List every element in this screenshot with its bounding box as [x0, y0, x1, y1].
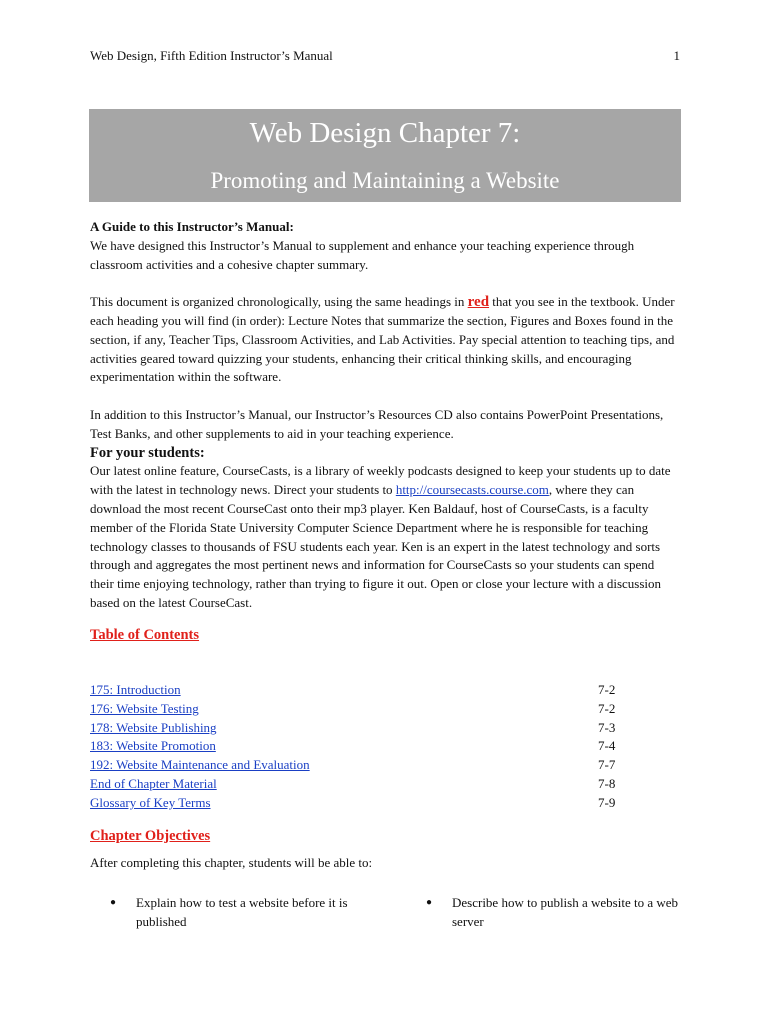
running-title: Web Design, Fifth Edition Instructor’s Manual [90, 48, 333, 63]
students-text-start: Our latest online feature, CourseCasts, is a library of weekly podcasts designed to keep your students up to date with the latest in technology news. Direct your students to [90, 463, 671, 498]
toc-page: 7-2 [598, 700, 616, 716]
red-keyword: red [467, 294, 490, 311]
guide-paragraph-2-end: that you see in the textbook. Under each heading you will find (in order): Lecture Notes that summarize the section, Figures and Boxes found in the section, if any, Teacher Tips, Classroom Activities, and Lab Activities. Pay special attention to teaching tips, and activities geared toward quizzing your students, enhancing their critical thinking skills, and encouraging experimentation within the software. [90, 294, 675, 385]
bullet-icon: ● [110, 897, 117, 908]
toc-link[interactable]: 178: Website Publishing [90, 719, 217, 735]
toc-item [90, 794, 620, 813]
toc-page: 7-8 [598, 775, 616, 791]
toc-page: 7-9 [598, 794, 616, 810]
objectives-list [110, 893, 690, 931]
objectives-heading: Chapter Objectives [90, 828, 211, 844]
toc-page: 7-7 [598, 757, 616, 773]
list-item [426, 893, 686, 931]
students-paragraph [90, 462, 680, 612]
guide-paragraph-2 [90, 293, 680, 387]
toc-item [90, 681, 620, 700]
toc-item [90, 719, 620, 738]
toc-page: 7-4 [598, 738, 616, 754]
toc-link[interactable]: End of Chapter Material [90, 775, 217, 791]
intro-content [90, 218, 680, 645]
chapter-title: Web Design Chapter 7: [249, 117, 521, 149]
toc-link[interactable]: 192: Website Maintenance and Evaluation [90, 757, 310, 773]
objective-text: Explain how to test a website before it is published [136, 895, 348, 929]
toc-item [90, 775, 620, 794]
page-number: 1 [673, 48, 680, 63]
toc-link[interactable]: 183: Website Promotion [90, 738, 216, 754]
students-heading: For your students: [90, 444, 205, 461]
toc-page: 7-3 [598, 719, 616, 735]
list-item [110, 893, 410, 931]
guide-paragraph-1: We have designed this Instructor’s Manual to supplement and enhance your teaching experience through classroom activities and a cohesive chapter summary. [90, 237, 635, 272]
chapter-subtitle: Promoting and Maintaining a Website [210, 168, 560, 193]
objective-text: Describe how to publish a website to a web server [452, 895, 679, 929]
running-header [90, 48, 680, 64]
guide-heading: A Guide to this Instructor’s Manual: [90, 219, 294, 234]
table-of-contents [90, 681, 620, 813]
toc-item [90, 700, 620, 719]
guide-paragraph-3: In addition to this Instructor’s Manual, our Instructor’s Resources CD also contains PowerPoint Presentations, Test Banks, and other supplements to aid in your teaching experience. [90, 406, 664, 441]
objectives-intro: After completing this chapter, students will be able to: [90, 855, 373, 870]
toc-item [90, 737, 620, 756]
toc-item [90, 756, 620, 775]
guide-paragraph-2-start: This document is organized chronologically, using the same headings in [90, 294, 468, 310]
students-text-end: , where they can download the most recent CourseCast onto their mp3 player. Ken Baldauf, host of CourseCasts, is a faculty member of the Florida State University Computer Science Department where he is responsible for teaching technology classes to thousands of FSU students each year. Ken is an expert in the latest technology and sorts through and aggregates the most pertinent news and information for CourseCasts so your students can spend their time enjoying technology, rather than trying to figure it out. Open or close your lecture with a discussion based on the latest CourseCast. [90, 482, 662, 610]
toc-heading-row [90, 626, 680, 645]
toc-page: 7-2 [598, 682, 616, 697]
objectives-heading-row [90, 827, 210, 845]
coursecasts-link[interactable]: http://coursecasts.course.com [395, 482, 549, 498]
bullet-icon: ● [426, 897, 433, 908]
chapter-banner [89, 109, 681, 202]
toc-link[interactable]: 176: Website Testing [90, 700, 199, 716]
toc-link[interactable]: Glossary of Key Terms [90, 794, 211, 810]
toc-heading: Table of Contents [90, 626, 200, 643]
toc-link[interactable]: 175: Introduction [90, 682, 181, 697]
